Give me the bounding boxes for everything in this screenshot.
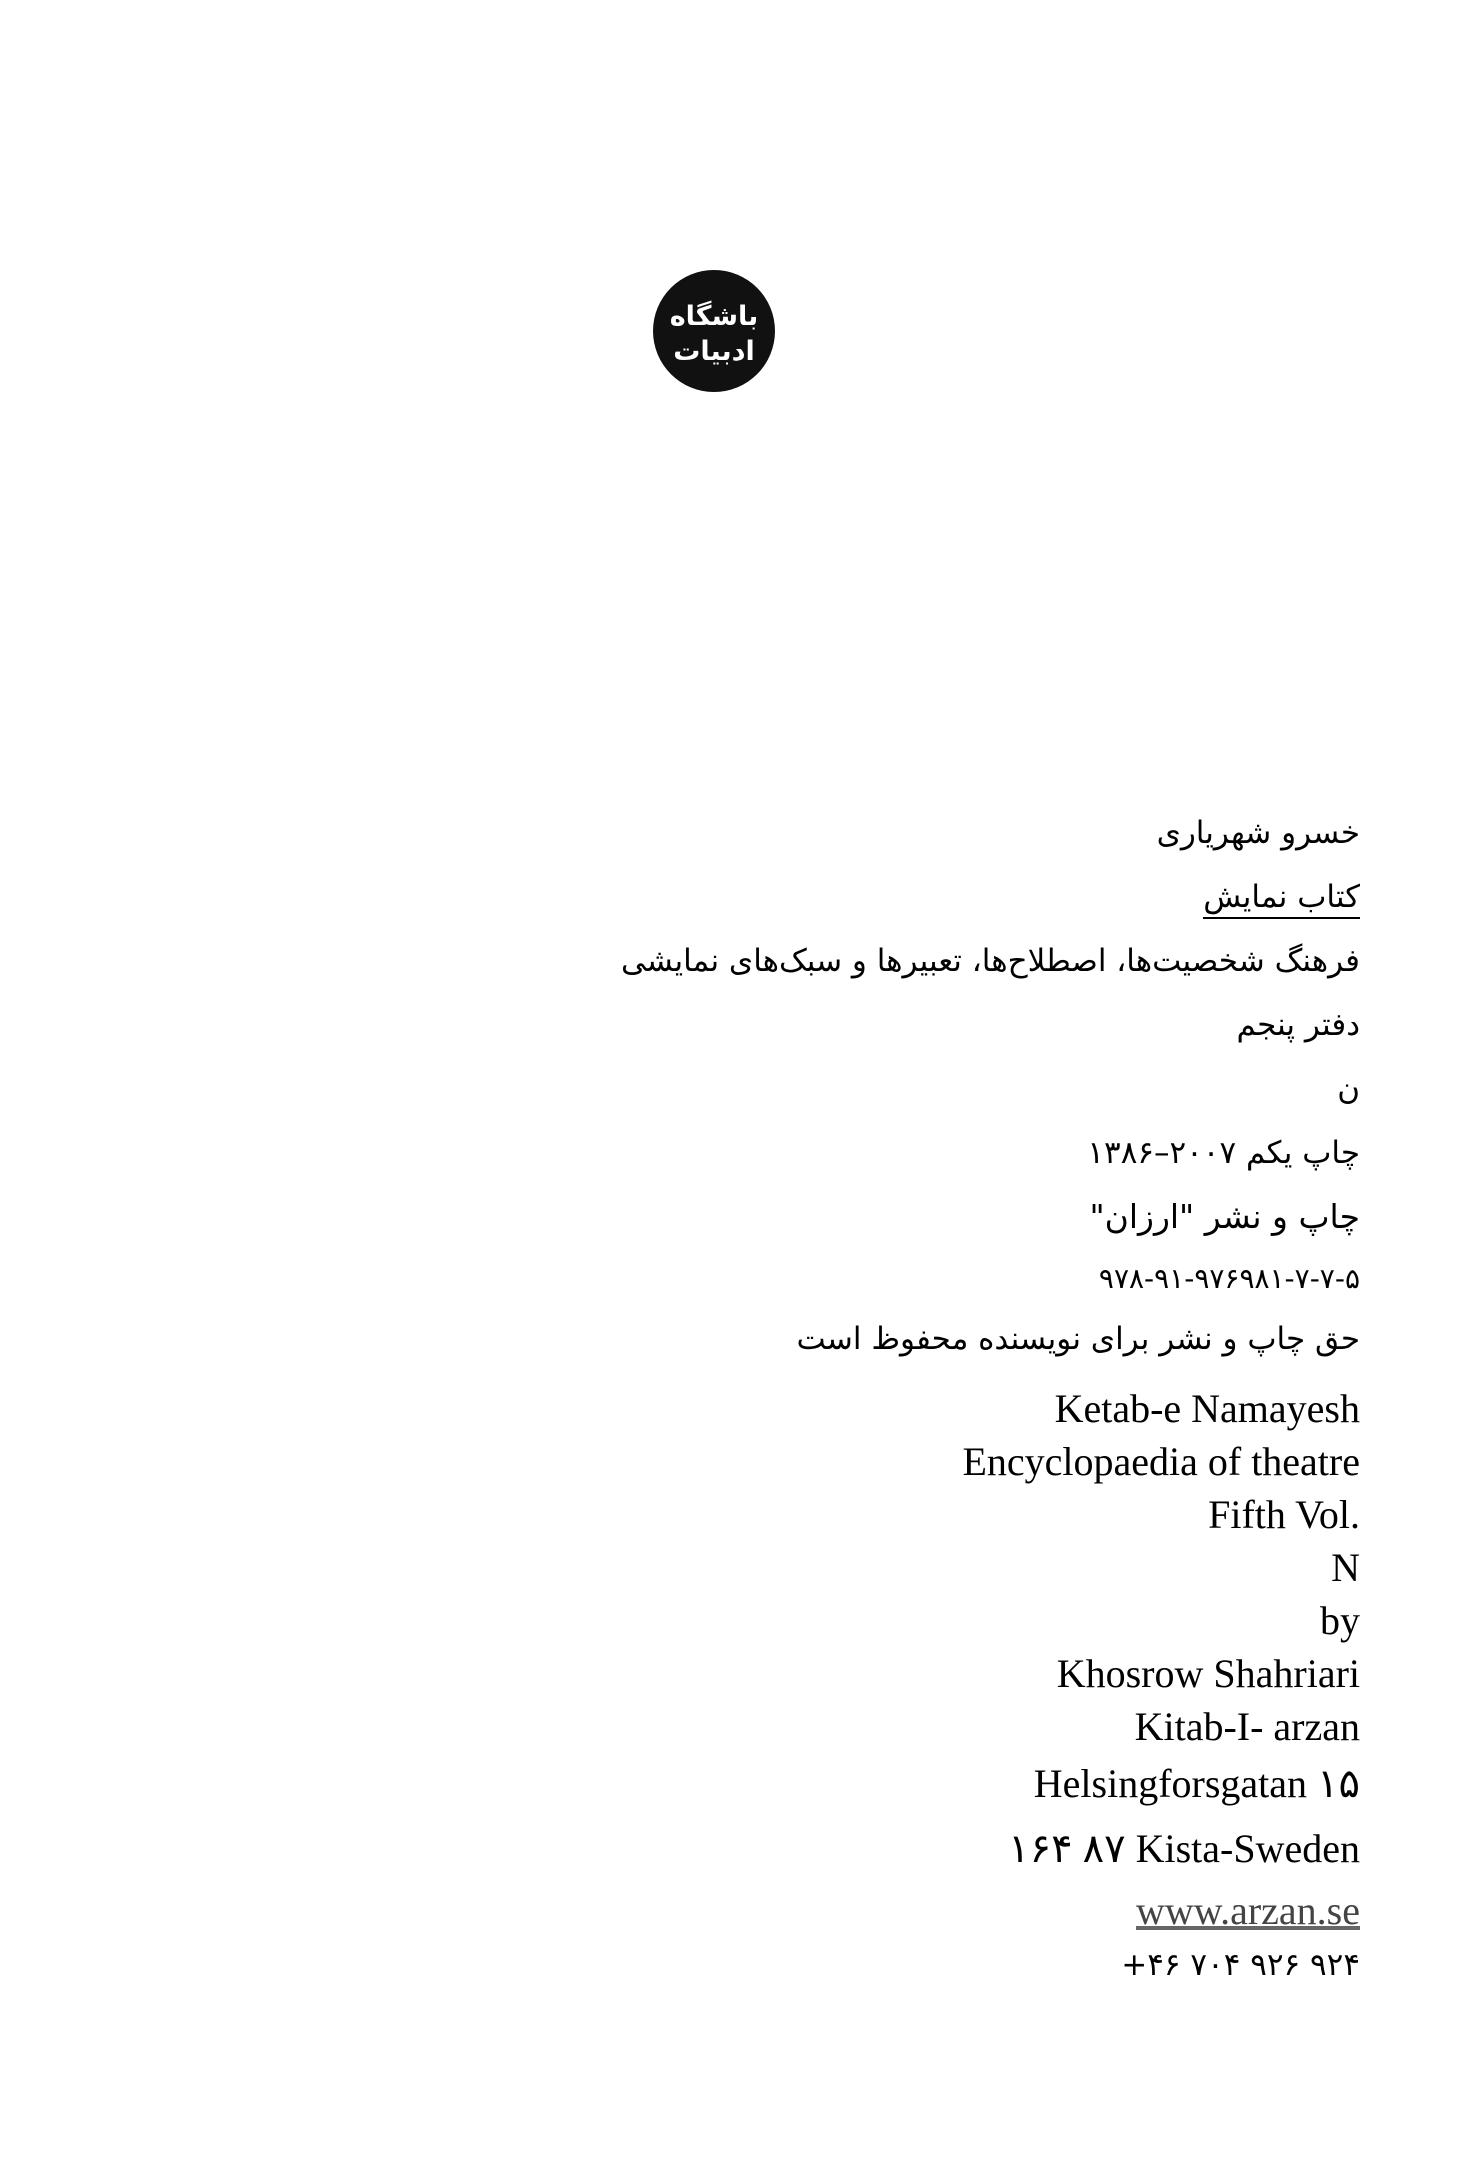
logo-emblem	[653, 270, 775, 392]
publisher-fa: چاپ و نشر "ارزان"	[1089, 1197, 1360, 1236]
volume-en: Fifth Vol.	[1208, 1492, 1360, 1537]
by-label: by	[1320, 1598, 1360, 1643]
book-title-fa-text: کتاب نمایش	[1203, 879, 1360, 919]
author-name-en: Khosrow Shahriari	[1056, 1651, 1360, 1696]
persian-colophon	[460, 808, 1360, 1378]
website-link[interactable]: www.arzan.se	[1136, 1888, 1360, 1933]
volume-fa: دفتر پنجم	[1236, 1007, 1360, 1043]
letter-en: N	[1331, 1545, 1360, 1590]
english-colophon	[460, 1382, 1360, 1991]
book-subtitle-en: Encyclopaedia of theatre	[962, 1439, 1360, 1484]
svg-text:باشگاه: باشگاه	[669, 301, 759, 332]
publisher-en: Kitab-I- arzan	[1134, 1704, 1360, 1749]
address-line-2: ۱۶۴ ۸۷ Kista-Sweden	[1008, 1826, 1360, 1871]
address-line-1: Helsingforsgatan ۱۵	[1033, 1761, 1360, 1806]
letter-fa: ن	[1337, 1071, 1360, 1107]
book-subtitle-fa: فرهنگ شخصیت‌ها، اصطلاح‌ها، تعبیرها و سبک‌های نمایشی	[620, 943, 1360, 979]
phone-number: +۴۶ ۷۰۴ ۹۲۶ ۹۲۴	[1121, 1947, 1360, 1983]
svg-text:ادبیات: ادبیات	[673, 336, 755, 367]
book-title-en: Ketab-e Namayesh	[1054, 1386, 1360, 1431]
edition-fa: چاپ یکم ۲۰۰۷–۱۳۸۶	[1087, 1135, 1360, 1171]
copyright-fa: حق چاپ و نشر برای نویسنده محفوظ است	[796, 1321, 1360, 1357]
isbn: ۹۷۸-۹۱-۹۷۶۹۸۱-۷-۷-۵	[1098, 1262, 1360, 1295]
author-name-fa: خسرو شهریاری	[1156, 815, 1360, 851]
publisher-logo	[653, 270, 775, 392]
book-title-fa	[460, 872, 1360, 936]
